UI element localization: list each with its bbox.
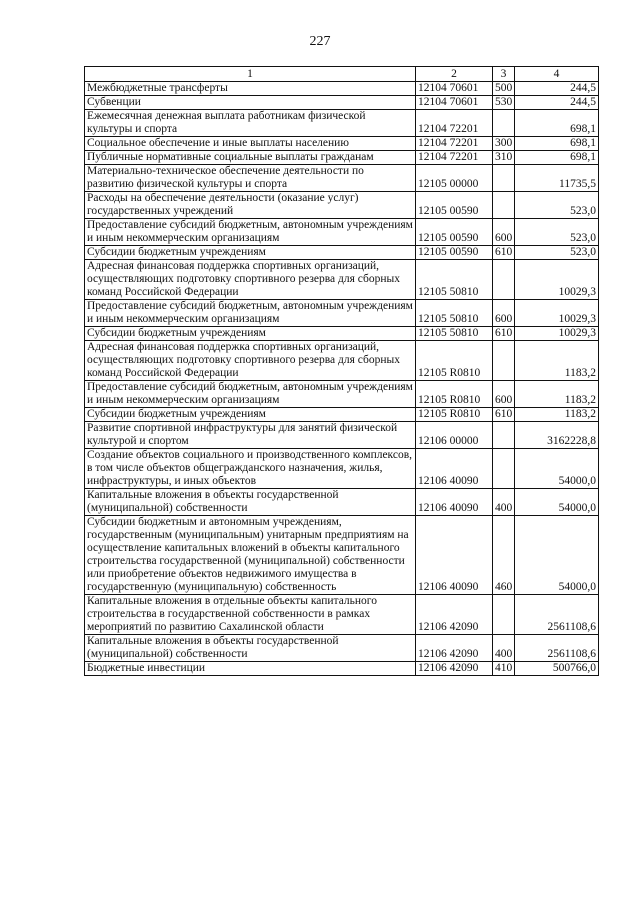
row-code: 12106 40090 — [416, 449, 493, 489]
row-amount: 11735,5 — [515, 165, 599, 192]
row-code: 12106 40090 — [416, 516, 493, 595]
table-row — [85, 82, 599, 96]
row-amount: 1183,2 — [515, 341, 599, 381]
row-code: 12104 72201 — [416, 151, 493, 165]
row-name: Субсидии бюджетным учреждениям — [85, 327, 416, 341]
column-header-code: 2 — [416, 67, 493, 82]
row-vr: 530 — [493, 96, 515, 110]
row-vr: 410 — [493, 662, 515, 676]
table-row — [85, 300, 599, 327]
row-vr: 310 — [493, 151, 515, 165]
row-code: 12106 42090 — [416, 662, 493, 676]
row-amount: 698,1 — [515, 151, 599, 165]
table-row — [85, 635, 599, 662]
page-number: 227 — [309, 34, 331, 49]
row-code: 12104 70601 — [416, 82, 493, 96]
table-row — [85, 516, 599, 595]
table-row — [85, 151, 599, 165]
row-vr: 460 — [493, 516, 515, 595]
row-amount: 10029,3 — [515, 327, 599, 341]
row-vr — [493, 422, 515, 449]
row-amount: 54000,0 — [515, 516, 599, 595]
row-name: Социальное обеспечение и иные выплаты населению — [85, 137, 416, 151]
table-row — [85, 381, 599, 408]
table-row — [85, 449, 599, 489]
row-vr: 500 — [493, 82, 515, 96]
row-code: 12105 00000 — [416, 165, 493, 192]
row-name: Субсидии бюджетным учреждениям — [85, 246, 416, 260]
row-code: 12106 42090 — [416, 595, 493, 635]
row-amount: 10029,3 — [515, 300, 599, 327]
row-code: 12105 00590 — [416, 246, 493, 260]
row-amount: 54000,0 — [515, 489, 599, 516]
table-row — [85, 422, 599, 449]
row-name: Капитальные вложения в объекты государственной (муниципальной) собственности — [85, 635, 416, 662]
row-code: 12106 40090 — [416, 489, 493, 516]
row-amount: 10029,3 — [515, 260, 599, 300]
row-amount: 500766,0 — [515, 662, 599, 676]
row-amount: 54000,0 — [515, 449, 599, 489]
column-header-name: 1 — [85, 67, 416, 82]
row-amount: 523,0 — [515, 192, 599, 219]
row-name: Адресная финансовая поддержка спортивных организаций, осуществляющих подготовку спортивного резерва для сборных команд Российской Федерации — [85, 341, 416, 381]
row-name: Материально-техническое обеспечение деятельности по развитию физической культуры и спорта — [85, 165, 416, 192]
row-amount: 244,5 — [515, 96, 599, 110]
row-vr: 300 — [493, 137, 515, 151]
row-name: Ежемесячная денежная выплата работникам физической культуры и спорта — [85, 110, 416, 137]
row-vr: 600 — [493, 219, 515, 246]
row-vr — [493, 192, 515, 219]
table-row — [85, 489, 599, 516]
table-row — [85, 595, 599, 635]
row-name: Предоставление субсидий бюджетным, автономным учреждениям и иным некоммерческим организациям — [85, 300, 416, 327]
table-row — [85, 260, 599, 300]
row-name: Расходы на обеспечение деятельности (оказание услуг) государственных учреждений — [85, 192, 416, 219]
row-name: Межбюджетные трансферты — [85, 82, 416, 96]
row-vr — [493, 449, 515, 489]
table-row — [85, 96, 599, 110]
row-name: Предоставление субсидий бюджетным, автономным учреждениям и иным некоммерческим организациям — [85, 381, 416, 408]
row-vr: 600 — [493, 381, 515, 408]
row-name: Субсидии бюджетным и автономным учреждениям, государственным (муниципальным) унитарным предприятиям на осуществление капитальных вложений в объекты капитального строительства государственной (муниципальной) собственности или приобретение объектов недвижимого имущества в государственную (муниципальную) собственность — [85, 516, 416, 595]
row-vr — [493, 341, 515, 381]
column-header-amount: 4 — [515, 67, 599, 82]
table-header-row — [85, 67, 599, 82]
row-name: Капитальные вложения в объекты государственной (муниципальной) собственности — [85, 489, 416, 516]
row-code: 12105 00590 — [416, 219, 493, 246]
row-amount: 2561108,6 — [515, 595, 599, 635]
row-vr: 400 — [493, 489, 515, 516]
row-name: Субвенции — [85, 96, 416, 110]
row-amount: 698,1 — [515, 110, 599, 137]
row-name: Создание объектов социального и производственного комплексов, в том числе объектов общегражданского назначения, жилья, инфраструктуры, и иных объектов — [85, 449, 416, 489]
table-row — [85, 192, 599, 219]
table-row — [85, 341, 599, 381]
row-code: 12104 72201 — [416, 137, 493, 151]
table-row — [85, 662, 599, 676]
budget-table — [84, 66, 599, 676]
row-name: Публичные нормативные социальные выплаты гражданам — [85, 151, 416, 165]
table-row — [85, 219, 599, 246]
row-name: Капитальные вложения в отдельные объекты капитального строительства в государственной собственности в рамках мероприятий по развитию Сахалинской области — [85, 595, 416, 635]
row-vr: 600 — [493, 300, 515, 327]
row-name: Предоставление субсидий бюджетным, автономным учреждениям и иным некоммерческим организациям — [85, 219, 416, 246]
row-vr: 610 — [493, 327, 515, 341]
row-vr — [493, 595, 515, 635]
table-row — [85, 110, 599, 137]
row-amount: 244,5 — [515, 82, 599, 96]
row-vr: 610 — [493, 246, 515, 260]
row-code: 12105 R0810 — [416, 381, 493, 408]
row-code: 12105 50810 — [416, 327, 493, 341]
row-vr: 400 — [493, 635, 515, 662]
row-name: Адресная финансовая поддержка спортивных организаций, осуществляющих подготовку спортивного резерва для сборных команд Российской Федерации — [85, 260, 416, 300]
column-header-vr: 3 — [493, 67, 515, 82]
row-code: 12105 R0810 — [416, 408, 493, 422]
row-code: 12105 50810 — [416, 300, 493, 327]
row-code: 12105 R0810 — [416, 341, 493, 381]
table-row — [85, 137, 599, 151]
table-row — [85, 246, 599, 260]
row-name: Бюджетные инвестиции — [85, 662, 416, 676]
row-amount: 523,0 — [515, 219, 599, 246]
table-row — [85, 165, 599, 192]
row-amount: 698,1 — [515, 137, 599, 151]
row-name: Развитие спортивной инфраструктуры для занятий физической культурой и спортом — [85, 422, 416, 449]
row-vr — [493, 165, 515, 192]
row-vr — [493, 260, 515, 300]
row-amount: 523,0 — [515, 246, 599, 260]
table-row — [85, 408, 599, 422]
row-code: 12104 70601 — [416, 96, 493, 110]
row-amount: 2561108,6 — [515, 635, 599, 662]
row-code: 12105 50810 — [416, 260, 493, 300]
row-code: 12106 42090 — [416, 635, 493, 662]
row-amount: 1183,2 — [515, 381, 599, 408]
row-amount: 3162228,8 — [515, 422, 599, 449]
table-row — [85, 327, 599, 341]
row-amount: 1183,2 — [515, 408, 599, 422]
row-code: 12106 00000 — [416, 422, 493, 449]
row-code: 12104 72201 — [416, 110, 493, 137]
row-code: 12105 00590 — [416, 192, 493, 219]
row-vr: 610 — [493, 408, 515, 422]
row-vr — [493, 110, 515, 137]
row-name: Субсидии бюджетным учреждениям — [85, 408, 416, 422]
